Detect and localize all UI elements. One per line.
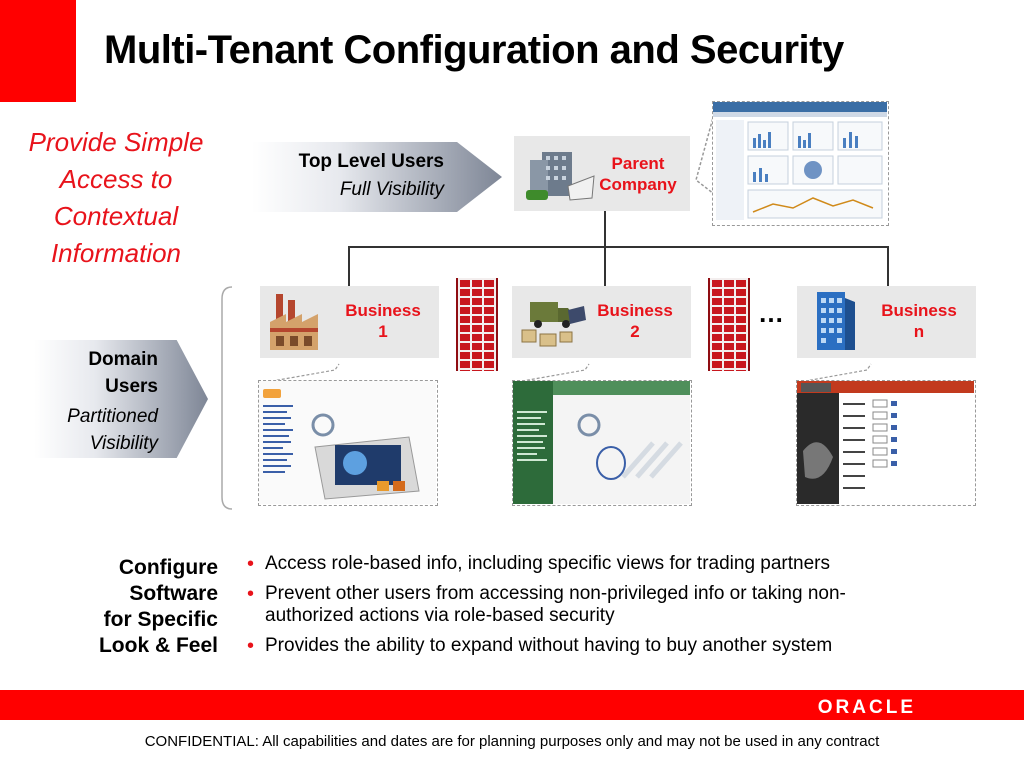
business-n-label xyxy=(863,300,975,342)
red-corner-accent xyxy=(0,0,76,102)
benefits-list xyxy=(244,553,984,665)
benefit-item: • Access role-based info, including specific views for trading partners xyxy=(244,553,984,575)
tree-connector xyxy=(604,211,606,247)
tagline-line: Access to xyxy=(59,164,173,194)
dashboard-thumbnail xyxy=(713,102,887,224)
building-icon xyxy=(524,146,596,204)
parent-company-label xyxy=(588,153,688,195)
parent-company-box xyxy=(514,136,690,211)
domain-bracket xyxy=(218,285,234,511)
tree-connector xyxy=(887,246,889,286)
tree-connector xyxy=(604,246,606,286)
factory-icon xyxy=(268,292,332,354)
business-label-line: Business xyxy=(881,301,957,320)
business-2-label xyxy=(582,300,688,342)
domain-users-subheading: Visibility xyxy=(89,433,158,454)
tagline-line: Information xyxy=(50,238,182,268)
business-label-line: 1 xyxy=(378,322,388,341)
configure-line: Look & Feel xyxy=(98,634,218,657)
tree-connector xyxy=(348,246,350,286)
parent-dashboard-screenshot xyxy=(712,101,889,226)
business-2-screenshot xyxy=(512,380,692,506)
business-label-line: Business xyxy=(597,301,673,320)
confidential-notice: CONFIDENTIAL: All capabilities and dates are for planning purposes only and may not be used in any contract xyxy=(144,733,880,750)
business-1-box xyxy=(260,286,439,358)
oracle-logo: ORACLE xyxy=(817,697,916,718)
business-label-line: 2 xyxy=(630,322,640,341)
domain-users-heading: Domain xyxy=(88,349,158,370)
business-n-box xyxy=(797,286,976,358)
tagline-line: Contextual xyxy=(53,201,179,231)
tagline-line: Provide Simple xyxy=(28,127,204,157)
business-n-screenshot xyxy=(796,380,976,506)
tree-connector xyxy=(348,246,889,248)
benefit-item: • Prevent other users from accessing non-privileged info or taking non-authorized actions via role-based security xyxy=(244,583,934,627)
business-label-line: Business xyxy=(345,301,421,320)
configure-line: Configure xyxy=(118,556,218,579)
configure-software-label xyxy=(40,555,218,659)
domain-users-subheading: Partitioned xyxy=(67,406,158,427)
business-label-line: n xyxy=(913,322,925,341)
tagline xyxy=(0,124,232,272)
firewall-icon xyxy=(456,278,498,371)
firewall-icon xyxy=(708,278,750,371)
top-level-users-heading: Top Level Users xyxy=(298,151,444,172)
business-2-box xyxy=(512,286,691,358)
more-businesses-ellipsis: … xyxy=(758,298,784,328)
office-tower-icon xyxy=(813,290,859,354)
domain-users-heading: Users xyxy=(105,376,158,397)
configure-line: for Specific xyxy=(103,608,218,631)
benefit-item: • Provides the ability to expand without having to buy another system xyxy=(244,635,984,657)
business-1-label xyxy=(330,300,436,342)
portal-thumbnail xyxy=(797,381,974,504)
truck-icon xyxy=(520,296,588,352)
parent-company-line: Company xyxy=(599,175,677,194)
portal-thumbnail xyxy=(259,381,436,504)
business-1-screenshot xyxy=(258,380,438,506)
parent-company-line: Parent xyxy=(611,154,665,173)
configure-line: Software xyxy=(129,582,218,605)
portal-thumbnail xyxy=(513,381,690,504)
top-level-users-subheading: Full Visibility xyxy=(339,179,444,200)
slide-title: Multi-Tenant Configuration and Security xyxy=(104,28,844,72)
